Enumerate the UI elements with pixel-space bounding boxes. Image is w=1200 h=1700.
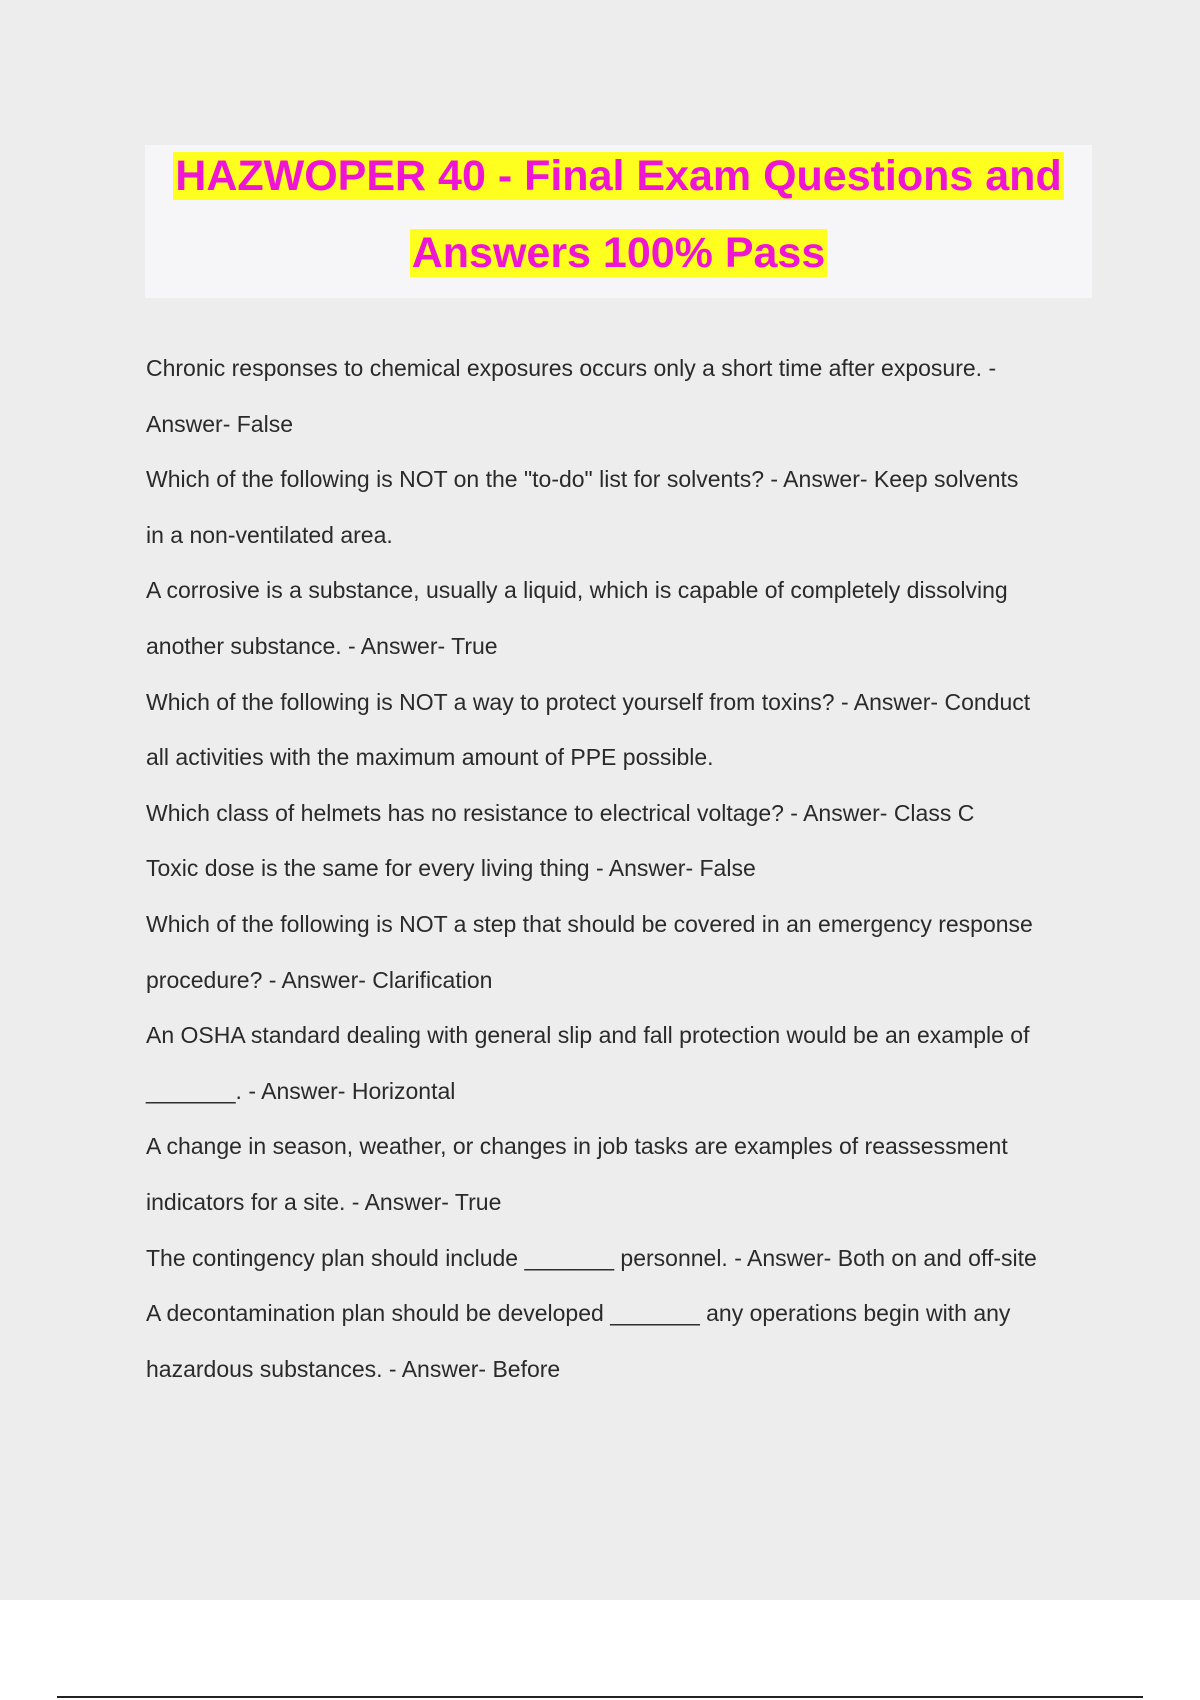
text-line: Which of the following is NOT a step that should be covered in an emergency response [146,910,1033,937]
text-line: hazardous substances. - Answer- Before [146,1355,561,1382]
text-line: Which of the following is NOT on the "to-do" list for solvents? - Answer- Keep solvents [146,466,1019,493]
text-line: procedure? - Answer- Clarification [146,966,493,993]
title-line-2 [145,227,1092,279]
text-line: A change in season, weather, or changes in job tasks are examples of reassessment [146,1133,1008,1160]
text-line: indicators for a site. - Answer- True [146,1188,502,1215]
text-line: The contingency plan should include _______ personnel. - Answer- Both on and off-site [146,1244,1037,1271]
text-line: another substance. - Answer- True [146,632,498,659]
page-title-part-2: Answers 100% Pass [411,229,826,277]
page-footer [0,1600,1200,1700]
text-line: all activities with the maximum amount of PPE possible. [146,744,714,771]
question-answer-list [146,345,1106,1401]
text-line: A corrosive is a substance, usually a liquid, which is capable of completely dissolving [146,577,1008,604]
text-line: Answer- False [146,410,293,437]
text-line: A decontamination plan should be developed _______ any operations begin with any [146,1300,1011,1327]
text-line: in a non-ventilated area. [146,521,393,548]
text-line: Toxic dose is the same for every living thing - Answer- False [146,855,756,882]
title-line-1 [145,150,1092,202]
text-line: Chronic responses to chemical exposures occurs only a short time after exposure. - [146,355,997,381]
text-line: An OSHA standard dealing with general slip and fall protection would be an example of [146,1022,1030,1049]
footer-divider [57,1696,1143,1698]
text-line: Which class of helmets has no resistance to electrical voltage? - Answer- Class C [146,799,975,826]
text-line: _______. - Answer- Horizontal [146,1077,456,1104]
text-line: Which of the following is NOT a way to protect yourself from toxins? - Answer- Conduct [146,688,1031,715]
title-block [145,145,1092,298]
page-title-part-1: HAZWOPER 40 - Final Exam Questions and [175,152,1062,200]
